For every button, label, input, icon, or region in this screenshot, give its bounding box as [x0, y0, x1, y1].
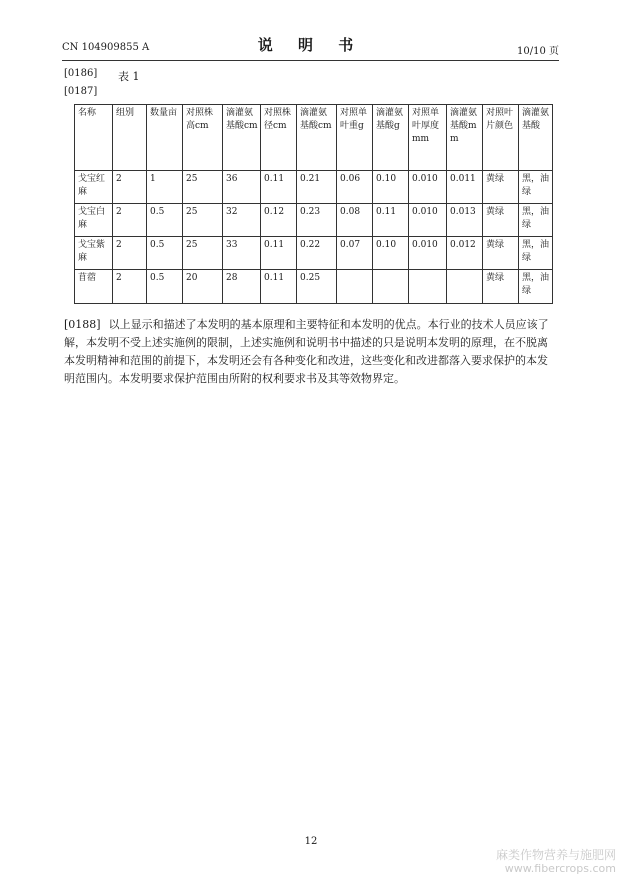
table-cell — [373, 270, 409, 304]
table-cell — [337, 270, 373, 304]
table-cell — [447, 270, 483, 304]
column-header: 对照单叶重g — [337, 105, 373, 171]
table-cell: 0.07 — [337, 237, 373, 270]
table-cell: 0.010 — [409, 237, 447, 270]
table-cell: 0.10 — [373, 171, 409, 204]
table-cell: 0.11 — [261, 171, 297, 204]
header-divider — [62, 60, 559, 61]
table-cell: 0.11 — [261, 237, 297, 270]
table-cell: 0.011 — [447, 171, 483, 204]
table-cell: 戈宝白麻 — [75, 204, 113, 237]
table-cell: 36 — [223, 171, 261, 204]
table-cell: 戈宝红麻 — [75, 171, 113, 204]
table-header-row — [75, 105, 553, 171]
table-row — [75, 204, 553, 237]
table-cell: 0.11 — [373, 204, 409, 237]
table-cell: 0.21 — [297, 171, 337, 204]
table-cell: 0.010 — [409, 171, 447, 204]
table-cell: 33 — [223, 237, 261, 270]
table-cell: 2 — [113, 270, 147, 304]
table-cell: 黑，油绿 — [519, 171, 553, 204]
patent-number: CN 104909855 A — [62, 42, 150, 53]
table-cell: 28 — [223, 270, 261, 304]
table-row — [75, 270, 553, 304]
table-cell: 苜蓿 — [75, 270, 113, 304]
column-header: 名称 — [75, 105, 113, 171]
table-cell: 黑，油绿 — [519, 204, 553, 237]
page-indicator: 10/10 页 — [517, 46, 559, 57]
column-header: 对照单叶厚度mm — [409, 105, 447, 171]
paragraph-number-0187: [0187] — [64, 86, 98, 97]
table-cell: 0.23 — [297, 204, 337, 237]
table-cell: 20 — [183, 270, 223, 304]
table-cell: 2 — [113, 237, 147, 270]
table-cell: 0.08 — [337, 204, 373, 237]
table-cell: 0.5 — [147, 270, 183, 304]
table-cell: 32 — [223, 204, 261, 237]
paragraph-0188-text: 以上显示和描述了本发明的基本原理和主要特征和本发明的优点。本行业的技术人员应该了解，本发明不受上述实施例的限制，上述实施例和说明书中描述的只是说明本发明的原理，在不脱离本发明精神和范围的前提下，本发明还会有各种变化和改进，这些变化和改进都落入要求保护的本发明范围内。本发明要求保护范围由所附的权利要求书及其等效物界定。 — [64, 318, 549, 385]
table-cell: 0.06 — [337, 171, 373, 204]
column-header: 滴灌氨基酸mm — [447, 105, 483, 171]
column-header: 数量亩 — [147, 105, 183, 171]
table-cell — [409, 270, 447, 304]
table-caption: 表 1 — [118, 70, 140, 83]
page-header — [62, 32, 559, 58]
table-cell: 25 — [183, 171, 223, 204]
column-header: 对照叶片颜色 — [483, 105, 519, 171]
table-cell: 0.013 — [447, 204, 483, 237]
paragraph-number-0186: [0186] — [64, 68, 98, 79]
table-cell: 0.25 — [297, 270, 337, 304]
column-header: 组别 — [113, 105, 147, 171]
table-cell: 25 — [183, 237, 223, 270]
table-cell: 0.012 — [447, 237, 483, 270]
table-cell: 黄绿 — [483, 237, 519, 270]
table-cell: 黑，油绿 — [519, 237, 553, 270]
table-cell: 2 — [113, 204, 147, 237]
column-header: 滴灌氨基酸cm — [223, 105, 261, 171]
paragraph-0188 — [64, 316, 554, 388]
watermark-site-name: 麻类作物营养与施肥网 — [495, 848, 616, 862]
column-header: 滴灌氨基酸 — [519, 105, 553, 171]
table-cell: 0.11 — [261, 270, 297, 304]
table-cell: 0.5 — [147, 237, 183, 270]
table-cell: 0.010 — [409, 204, 447, 237]
table-cell: 0.22 — [297, 237, 337, 270]
column-header: 对照株径cm — [261, 105, 297, 171]
watermark — [496, 848, 616, 875]
data-table — [74, 104, 553, 304]
table-cell: 1 — [147, 171, 183, 204]
table-cell: 0.12 — [261, 204, 297, 237]
table-cell: 戈宝紫麻 — [75, 237, 113, 270]
column-header: 滴灌氨基酸g — [373, 105, 409, 171]
table-cell: 黑，油绿 — [519, 270, 553, 304]
table-row — [75, 237, 553, 270]
table-cell: 黄绿 — [483, 171, 519, 204]
table-cell: 0.5 — [147, 204, 183, 237]
table-cell: 2 — [113, 171, 147, 204]
watermark-url: www.fibercrops.com — [504, 862, 616, 875]
table-cell: 25 — [183, 204, 223, 237]
document-title: 说 明 书 — [257, 36, 364, 54]
paragraph-number-0188: [0188] — [64, 318, 101, 331]
column-header: 对照株高cm — [183, 105, 223, 171]
table-cell: 黄绿 — [483, 204, 519, 237]
page-number: 12 — [304, 836, 318, 847]
table-cell: 0.10 — [373, 237, 409, 270]
column-header: 滴灌氨基酸cm — [297, 105, 337, 171]
table-row — [75, 171, 553, 204]
table-cell: 黄绿 — [483, 270, 519, 304]
